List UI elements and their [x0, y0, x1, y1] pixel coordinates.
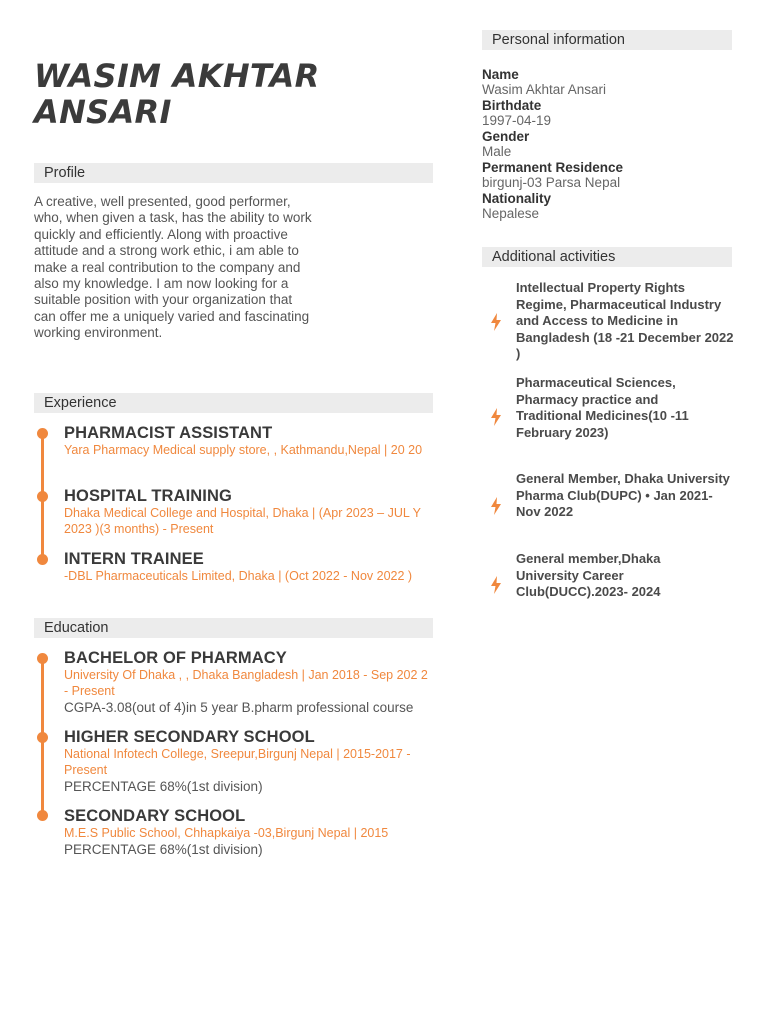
personal-info-value: Wasim Akhtar Ansari — [482, 82, 607, 97]
personal-info-label: Birthdate — [482, 98, 542, 113]
activities-heading: Additional activities — [482, 247, 732, 267]
activity-item: General member,Dhaka University Career Club(DUCC).2023- 2024 — [516, 551, 661, 599]
lightning-bolt-icon — [490, 576, 502, 594]
activity-item: General Member, Dhaka University Pharma Club(DUPC) • Jan 2021- Nov 2022 — [516, 471, 730, 519]
timeline-dot — [37, 653, 48, 664]
entry-subtitle: M.E.S Public School, Chhapkaiya -03,Birgunj Nepal | 2015 — [64, 826, 389, 840]
personal-info-item — [482, 98, 732, 129]
personal-info-label: Permanent Residence — [482, 160, 624, 175]
entry-title: INTERN TRAINEE — [64, 550, 204, 568]
activity-item: Intellectual Property Rights Regime, Pharmaceutical Industry and Access to Medicine in Bangladesh (18 -21 December 2022 ) — [516, 280, 734, 361]
entry-note: PERCENTAGE 68%(1st division) — [64, 779, 263, 794]
experience-entry — [64, 550, 444, 584]
entry-title: HIGHER SECONDARY SCHOOL — [64, 728, 315, 746]
education-entry — [64, 728, 434, 795]
lightning-bolt-icon — [490, 497, 502, 515]
candidate-name — [34, 58, 354, 130]
name-line-1: WASIM AKHTAR — [34, 57, 320, 95]
timeline-dot — [37, 810, 48, 821]
entry-note: CGPA-3.08(out of 4)in 5 year B.pharm professional course — [64, 700, 414, 715]
education-entry — [64, 807, 434, 858]
timeline-dot — [37, 554, 48, 565]
personal-info-value: Nepalese — [482, 206, 540, 221]
personal-info-label: Gender — [482, 129, 530, 144]
name-line-2: ANSARI — [34, 93, 172, 131]
personal-info-label: Name — [482, 67, 519, 82]
entry-subtitle: Dhaka Medical College and Hospital, Dhaka | (Apr 2023 – JUL Y 2023 )(3 months) - Present — [64, 506, 421, 536]
experience-heading: Experience — [34, 393, 433, 413]
timeline-dot — [37, 491, 48, 502]
experience-entry — [64, 487, 434, 537]
personal-info-value: birgunj-03 Parsa Nepal — [482, 175, 621, 190]
entry-note: PERCENTAGE 68%(1st division) — [64, 842, 263, 857]
entry-subtitle: University Of Dhaka , , Dhaka Bangladesh | Jan 2018 - Sep 202 2 - Present — [64, 668, 428, 698]
entry-subtitle: National Infotech College, Sreepur,Birgunj Nepal | 2015-2017 - Present — [64, 747, 411, 777]
entry-title: PHARMACIST ASSISTANT — [64, 424, 273, 442]
profile-heading: Profile — [34, 163, 433, 183]
personal-info-item — [482, 191, 732, 222]
lightning-bolt-icon — [490, 313, 502, 331]
personal-info-value: Male — [482, 144, 512, 159]
entry-title: BACHELOR OF PHARMACY — [64, 649, 287, 667]
entry-subtitle: Yara Pharmacy Medical supply store, , Kathmandu,Nepal | 20 20 — [64, 443, 423, 457]
activity-item: Pharmaceutical Sciences, Pharmacy practice and Traditional Medicines(10 -11 February 2023) — [516, 375, 689, 440]
timeline-dot — [37, 732, 48, 743]
personal-info-list — [482, 67, 732, 222]
entry-title: SECONDARY SCHOOL — [64, 807, 246, 825]
timeline-dot — [37, 428, 48, 439]
personal-info-item — [482, 67, 732, 98]
personal-info-item — [482, 160, 732, 191]
entry-subtitle: -DBL Pharmaceuticals Limited, Dhaka | (Oct 2022 - Nov 2022 ) — [64, 569, 413, 583]
education-entry — [64, 649, 434, 716]
personal-info-value: 1997-04-19 — [482, 113, 552, 128]
personal-info-item — [482, 129, 732, 160]
experience-entry — [64, 424, 434, 458]
profile-text: A creative, well presented, good performer, who, when given a task, has the ability to work quickly and efficiently. Along with proactive attitude and a strong work ethic, i am able to make a real contribution to the company and also my knowledge. I am now looking for a suitable position with your organization that can offer me a uniquely varied and fascinating working environment. — [34, 194, 312, 341]
lightning-bolt-icon — [490, 408, 502, 426]
entry-title: HOSPITAL TRAINING — [64, 487, 232, 505]
personal-info-label: Nationality — [482, 191, 552, 206]
education-heading: Education — [34, 618, 433, 638]
personal-info-heading: Personal information — [482, 30, 732, 50]
